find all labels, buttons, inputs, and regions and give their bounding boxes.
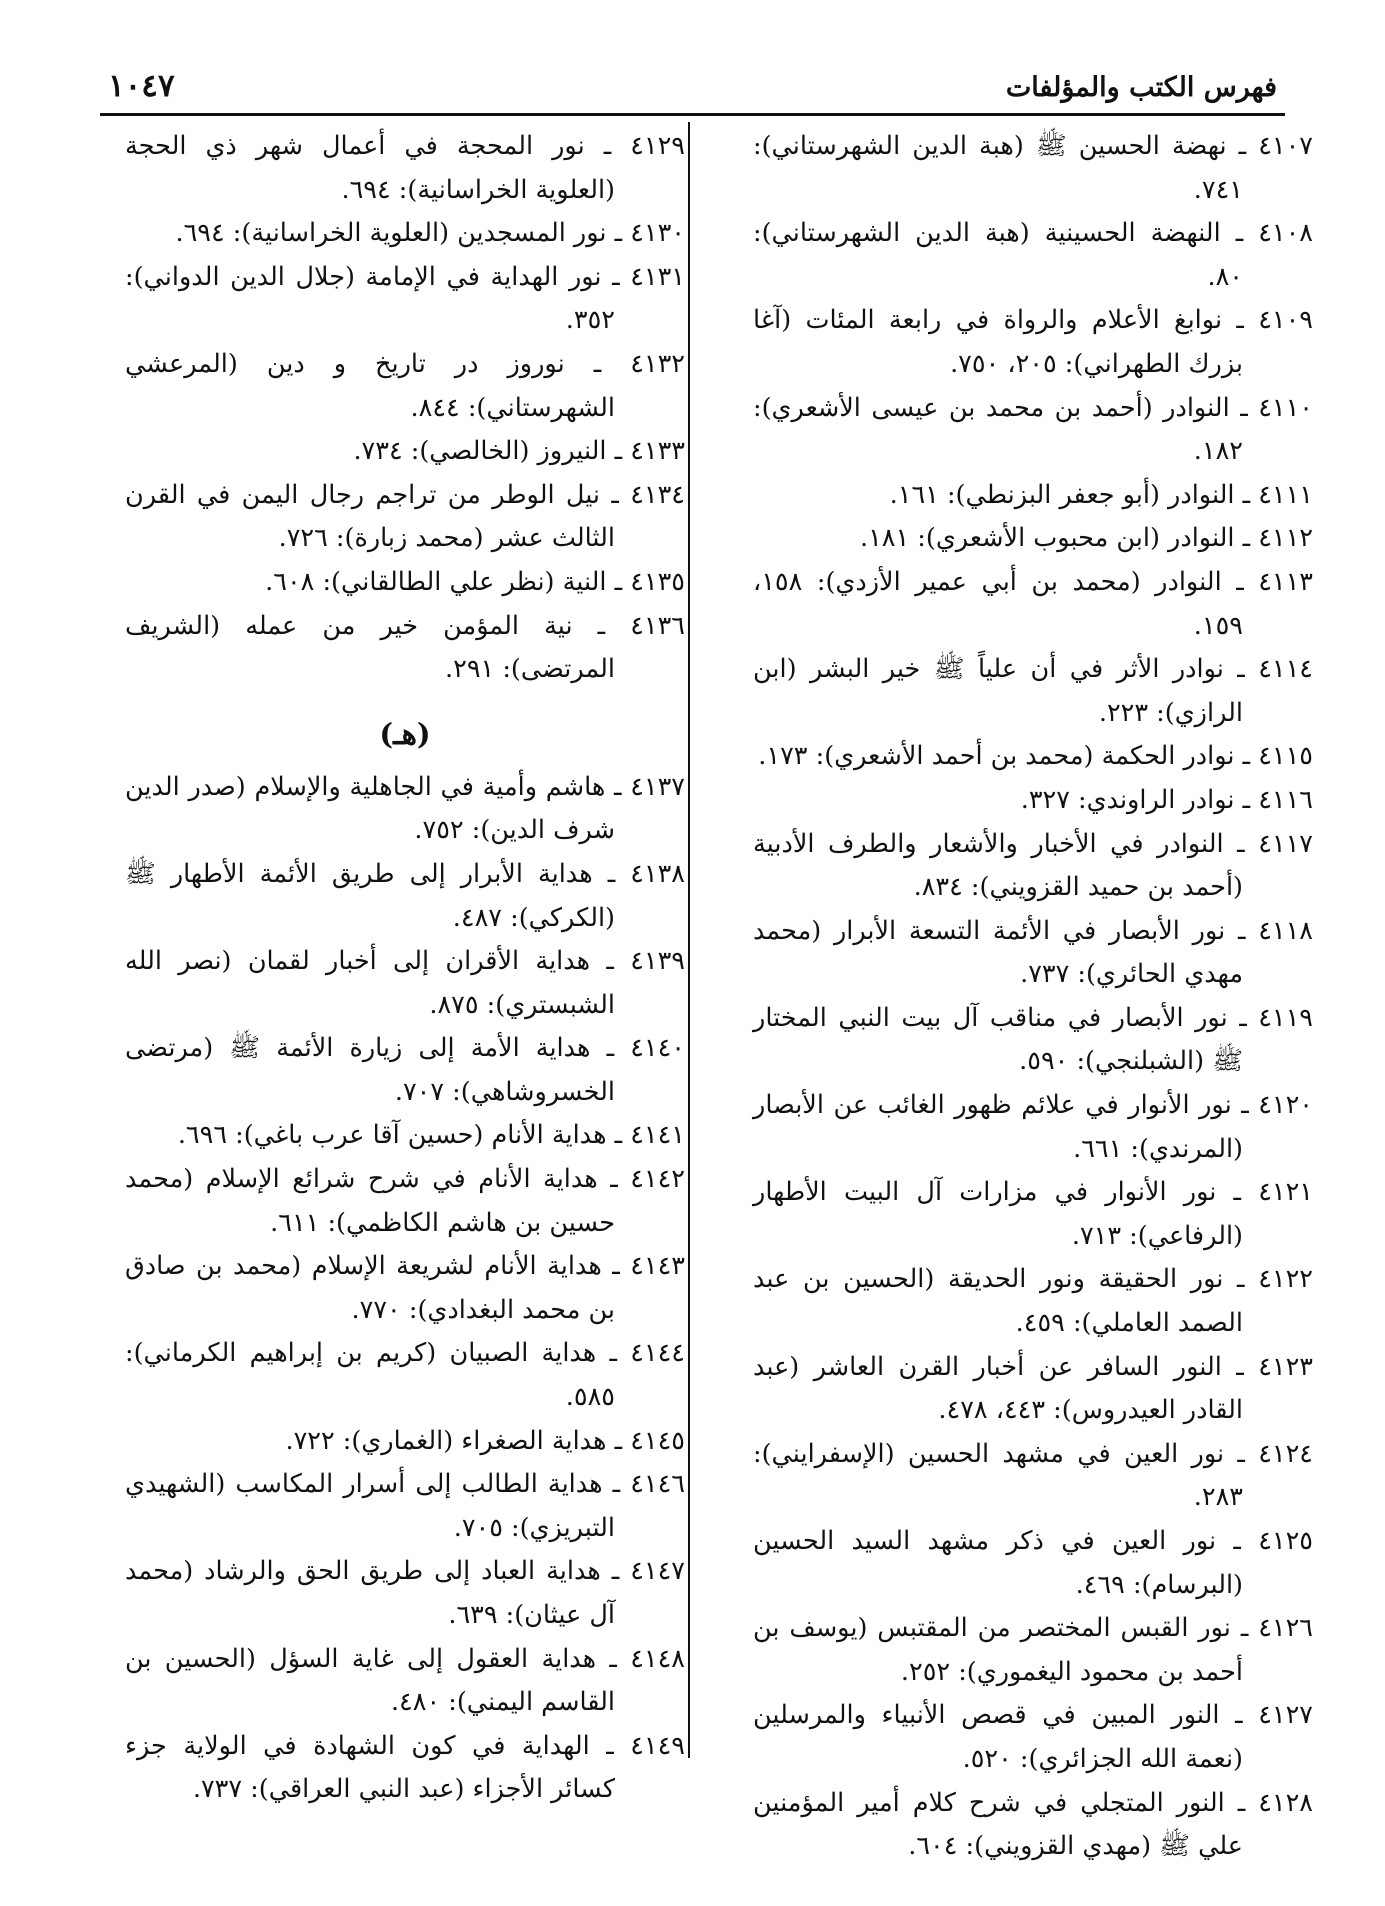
entry-text: هداية الطالب إلى أسرار المكاسب (الشهيدي التبريزي): ٧٠٥. [125,1469,615,1543]
entry-text: النوادر (أبو جعفر البزنطي): ١٦١. [889,479,1235,510]
index-entry [125,343,685,430]
entry-text: نوادر الحكمة (محمد بن أحمد الأشعري): ١٧٣. [758,741,1235,772]
index-entry [125,1638,685,1725]
index-entry [125,474,685,561]
index-entry [753,648,1313,735]
index-entry [753,823,1313,910]
entry-separator: ـ [1221,566,1259,597]
entry-number: ٤١٣٥ [630,566,685,597]
entry-separator: ـ [592,858,631,889]
index-entry [753,735,1313,779]
entry-text: النوادر (أحمد بن محمد بن عيسى الأشعري): ١٨٢. [753,392,1243,467]
entry-separator: ـ [606,436,631,467]
index-entry [125,561,685,605]
entry-number: ٤١١٨ [1258,915,1313,946]
entry-number: ٤١٣٠ [630,218,685,249]
entry-text: هداية الصغراء (الغماري): ٧٢٢. [285,1425,607,1456]
entry-separator: ـ [1234,741,1259,772]
entry-separator: ـ [1224,1787,1259,1818]
entry-text: نوابغ الأعلام والرواة في رابعة المئات (آغا بزرك الطهراني): ٢٠٥، ٧٥٠. [753,305,1243,379]
index-entry [125,430,685,474]
entry-separator: ـ [572,610,631,641]
index-entry [753,1171,1313,1258]
entry-separator: ـ [1231,1090,1259,1121]
entry-text: نيل الوطر من تراجم رجال اليمن في القرن الثالث عشر (محمد زبارة): ٧٢٦. [125,479,615,554]
index-entry [125,1114,685,1158]
entry-separator: ـ [1234,479,1259,510]
entry-number: ٤١٤٠ [630,1033,685,1064]
entry-number: ٤١١٧ [1258,828,1313,859]
entry-text: نور الهداية في الإمامة (جلال الدين الدواني): ٣٥٢. [125,261,615,336]
index-entry [753,997,1313,1084]
entry-separator: ـ [1225,915,1259,946]
entry-number: ٤١٢٠ [1258,1090,1313,1121]
entry-separator: ـ [1230,1613,1259,1644]
entry-number: ٤١٢٨ [1258,1787,1314,1818]
index-entry [125,212,685,256]
entry-text: هداية الأنام (حسين آقا عرب باغي): ٦٩٦. [177,1120,607,1151]
index-entry [125,1463,685,1550]
entry-text: نور الأبصار في مناقب آل بيت النبي المختار ﷺ (الشبلنجي): ٥٩٠. [753,1002,1243,1077]
entry-number: ٤١٤٣ [630,1251,685,1282]
index-entry [125,1420,685,1464]
index-entry [125,1725,685,1812]
entry-separator: ـ [1234,523,1259,554]
entry-number: ٤١١٦ [1258,784,1313,815]
entry-text: النية (نظر علي الطالقاني): ٦٠٨. [265,566,607,597]
entry-text: هداية الأبرار إلى طريق الأئمة الأطهار ﷺ (الكركي): ٤٨٧. [125,858,615,933]
entry-separator: ـ [1222,305,1259,336]
section-heading-ha: (هـ) [379,716,431,751]
entry-separator: ـ [606,1425,631,1456]
entry-text: نور الأبصار في الأئمة التسعة الأبرار (محمد مهدي الحائري): ٧٣٧. [753,915,1243,990]
entry-separator: ـ [1223,654,1259,685]
index-entry [753,910,1313,997]
entry-separator: ـ [596,1338,631,1369]
entry-separator: ـ [1226,131,1259,161]
entry-text: هداية الأقران إلى أخبار لقمان (نصر الله الشبستري): ٨٧٥. [125,946,615,1020]
entry-separator: ـ [606,218,631,249]
entry-number: ٤١٠٩ [1258,305,1313,336]
entry-number: ٤١٤٥ [630,1425,685,1456]
entry-number: ٤١٣٦ [630,610,685,641]
entry-separator: ـ [564,348,631,379]
left-column-entries-nun [125,125,685,692]
entry-separator: ـ [602,1469,631,1500]
index-entry [125,605,685,692]
entry-separator: ـ [597,1164,631,1195]
entry-text: هداية العباد إلى طريق الحق والرشاد (محمد آل عيثان): ٦٣٩. [125,1556,615,1630]
index-entry [753,1346,1313,1433]
entry-number: ٤١١٩ [1258,1002,1314,1033]
entry-separator: ـ [1216,1177,1259,1208]
entry-separator: ـ [596,1643,631,1674]
index-entry [753,561,1313,648]
entry-text: نور القبس المختصر من المقتبس (يوسف بن أحمد بن محمود اليغموري): ٢٥٢. [753,1613,1243,1687]
entry-number: ٤١١٥ [1258,741,1313,772]
entry-number: ٤١٤٦ [630,1469,685,1500]
entry-text: نوادر الأثر في أن علياً ﷺ خير البشر (ابن الرازي): ٢٢٣. [753,654,1243,728]
entry-number: ٤١٢٥ [1258,1526,1313,1556]
entry-number: ٤١٣٨ [630,858,685,889]
entry-separator: ـ [605,771,631,802]
index-entry [753,212,1313,299]
page-number: ١٠٤٧ [108,68,175,104]
entry-text: نوروز در تاريخ و دين (المرعشي الشهرستاني): ٨٤٤. [125,348,615,423]
index-entry [125,1550,685,1637]
left-column-entries-ha [125,766,685,1812]
entry-text: النور المتجلي في شرح كلام أمير المؤمنين علي ﷺ (مهدي القزويني): ٦٠٤. [753,1787,1243,1862]
entry-text: النور المبين في قصص الأنبياء والمرسلين (نعمة الله الجزائري): ٥٢٠. [753,1700,1243,1774]
entry-text: هداية الصبيان (كريم بن إبراهيم الكرماني): ٥٨٥. [125,1338,615,1413]
entry-number: ٤١٤٩ [630,1730,685,1761]
entry-text: نور الأنوار في علائم ظهور الغائب عن الأبصار (المرندي): ٦٦١. [753,1090,1243,1164]
index-entry [753,779,1313,823]
entry-separator: ـ [590,946,631,977]
entry-text: نور المسجدين (العلوية الخراسانية): ٦٩٤. [175,218,607,249]
index-entry [753,1084,1313,1171]
index-entry [125,940,685,1027]
entry-separator: ـ [584,131,631,161]
entry-text: النوادر في الأخبار والأشعار والطرف الأدبية (أحمد بن حميد القزويني): ٨٣٤. [753,828,1243,903]
entry-text: هاشم وأمية في الجاهلية والإسلام (صدر الدين شرف الدين): ٧٥٢. [125,771,615,846]
entry-separator: ـ [606,1120,631,1151]
entry-number: ٤١٣٧ [630,771,685,802]
entry-text: النهضة الحسينية (هبة الدين الشهرستاني): ٨٠. [753,218,1243,292]
index-entry [125,1027,685,1114]
entry-number: ٤١٠٨ [1258,218,1313,249]
index-entry [753,387,1313,474]
entry-separator: ـ [1223,1264,1259,1295]
entry-number: ٤١٣٣ [630,436,685,467]
index-entry [753,1607,1313,1694]
entry-separator: ـ [1223,828,1259,859]
index-entry [753,1782,1313,1869]
entry-text: النوادر (محمد بن أبي عمير الأزدي): ١٥٨، ١٥٩. [753,566,1243,641]
entry-separator: ـ [1224,1438,1259,1469]
entry-number: ٤١٤٢ [630,1164,685,1195]
entry-number: ٤١٢٦ [1258,1613,1313,1644]
entry-number: ٤١٠٧ [1258,131,1314,161]
entry-number: ٤١٢٢ [1258,1264,1313,1295]
entry-number: ٤١٣٢ [630,348,685,379]
entry-text: نور العين في ذكر مشهد السيد الحسين (البرسام): ٤٦٩. [753,1526,1243,1600]
index-entry [753,1258,1313,1345]
entry-separator: ـ [601,1251,631,1282]
entry-number: ٤١٣١ [630,261,685,292]
index-entry [125,1245,685,1332]
running-title: فهرس الكتب والمؤلفات [1005,72,1277,103]
index-entry [753,125,1313,212]
index-entry [125,256,685,343]
entry-text: النور السافر عن أخبار القرن العاشر (عبد القادر العيدروس): ٤٤٣، ٤٧٨. [753,1351,1243,1426]
entry-separator: ـ [1220,218,1259,249]
index-entry [753,474,1313,518]
index-entry [125,1332,685,1419]
index-entry [753,1694,1313,1781]
entry-separator: ـ [600,1556,631,1587]
entry-text: الهداية في كون الشهادة في الولاية جزء كسائر الأجزاء (عبد النبي العراقي): ٧٣٧. [125,1730,615,1805]
left-column [125,125,685,1812]
entry-text: نور المحجة في أعمال شهر ذي الحجة (العلوية الخراسانية): ٦٩٤. [125,131,615,205]
entry-separator: ـ [590,1033,631,1064]
header-rule [100,113,1285,116]
entry-number: ٤١٣٩ [630,946,686,977]
entry-number: ٤١٤١ [630,1120,685,1151]
entry-text: نور العين في مشهد الحسين (الإسفرايني): ٢٨٣. [753,1438,1243,1513]
entry-separator: ـ [601,261,631,292]
entry-number: ٤١٢٣ [1258,1351,1313,1382]
index-entry [125,766,685,853]
entry-text: النوادر (ابن محبوب الأشعري): ١٨١. [860,523,1235,554]
entry-text: نور الحقيقة ونور الحديقة (الحسين بن عبد الصمد العاملي): ٤٥٩. [753,1264,1243,1339]
page-header [108,66,1277,110]
entry-separator: ـ [1234,784,1259,815]
entry-separator: ـ [1221,1351,1259,1382]
index-entry [125,125,685,212]
entry-number: ٤١٤٧ [630,1556,685,1587]
entry-text: هداية الأمة إلى زيارة الأئمة ﷺ (مرتضى الخسروشاهي): ٧٠٧. [125,1033,615,1107]
entry-separator: ـ [1229,392,1259,423]
entry-number: ٤١٢٤ [1258,1438,1314,1469]
entry-number: ٤١١٢ [1258,523,1313,554]
entry-number: ٤١٤٤ [630,1338,685,1369]
index-entry [753,1520,1313,1607]
entry-number: ٤١٣٤ [630,479,685,510]
entry-text: نية المؤمن خير من عمله (الشريف المرتضى): ٢٩١. [125,610,615,685]
entry-text: هداية الأنام في شرح شرائع الإسلام (محمد حسين بن هاشم الكاظمي): ٦١١. [125,1164,615,1238]
entry-number: ٤١١١ [1258,479,1313,510]
entry-text: النيروز (الخالصي): ٧٣٤. [353,436,607,467]
right-column [753,125,1313,1869]
index-entry [753,517,1313,561]
column-divider [688,122,690,1758]
index-entry [125,853,685,940]
entry-separator: ـ [606,566,631,597]
entry-number: ٤١٢١ [1258,1177,1313,1208]
entry-number: ٤١١٣ [1258,566,1313,597]
entry-text: نوادر الراوندي: ٣٢٧. [1020,784,1235,815]
entry-text: هداية العقول إلى غاية السؤل (الحسين بن القاسم اليمني): ٤٨٠. [125,1643,615,1718]
entry-number: ٤١٢٧ [1258,1700,1314,1731]
entry-number: ٤١١٤ [1258,654,1313,685]
index-entry [753,299,1313,386]
entry-separator: ـ [1216,1526,1259,1556]
entry-number: ٤١٢٩ [630,131,685,161]
entry-text: نهضة الحسين ﷺ (هبة الدين الشهرستاني): ٧٤١. [753,131,1243,205]
entry-separator: ـ [1227,1002,1259,1033]
entry-text: هداية الأنام لشريعة الإسلام (محمد بن صادق بن محمد البغدادي): ٧٧٠. [125,1251,615,1325]
entry-number: ٤١٤٨ [630,1643,685,1674]
entry-separator: ـ [1219,1700,1259,1731]
index-entry [753,1433,1313,1520]
entry-separator: ـ [589,1730,631,1761]
index-entry [125,1158,685,1245]
entry-number: ٤١١٠ [1258,392,1313,423]
entry-text: نور الأنوار في مزارات آل البيت الأطهار (الرفاعي): ٧١٣. [753,1177,1243,1251]
entry-separator: ـ [600,479,631,510]
